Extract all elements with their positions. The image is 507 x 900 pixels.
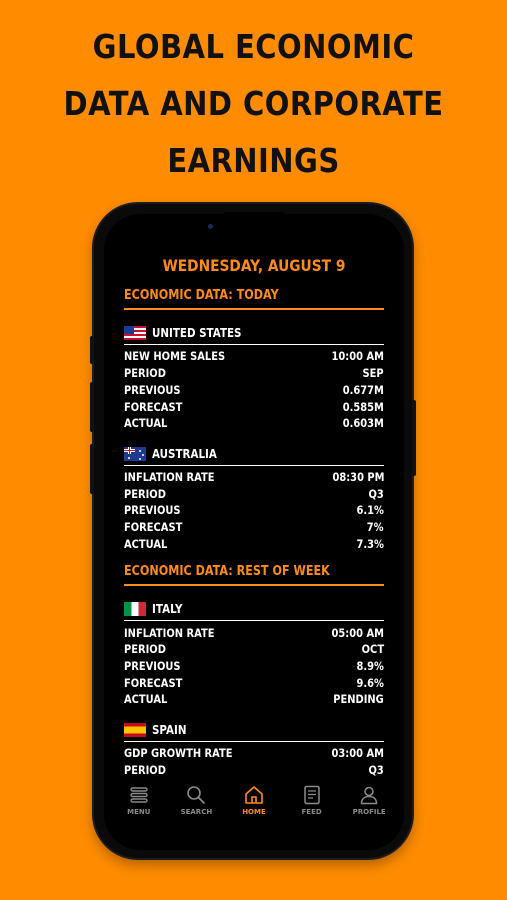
tab-label: FEED: [301, 808, 322, 816]
data-row: [124, 381, 384, 398]
data-row[interactable]: [124, 744, 384, 761]
promo-headline: [30, 18, 476, 189]
row-value: 05:00 AM: [331, 625, 384, 640]
row-label: FORECAST: [124, 675, 183, 690]
data-row[interactable]: [124, 468, 384, 485]
row-label: ACTUAL: [124, 415, 168, 430]
row-value: 7%: [367, 519, 384, 534]
row-label: INFLATION RATE: [124, 469, 215, 484]
data-row: [124, 364, 384, 381]
data-row[interactable]: [124, 347, 384, 364]
row-label: ACTUAL: [124, 536, 168, 551]
phone-notch: [224, 212, 284, 230]
row-label: PREVIOUS: [124, 382, 181, 397]
row-label: NEW HOME SALES: [124, 348, 226, 363]
row-value: 08:30 PM: [331, 469, 384, 484]
row-label: FORECAST: [124, 399, 183, 414]
data-row: [124, 398, 384, 415]
home-icon: [243, 784, 265, 806]
row-label: FORECAST: [124, 519, 183, 534]
data-row: [124, 501, 384, 518]
tab-label: MENU: [127, 808, 151, 816]
country-divider: [124, 465, 384, 466]
tab-home[interactable]: [226, 780, 282, 850]
data-row: [124, 690, 384, 707]
headline-line-3: EARNINGS: [167, 141, 340, 180]
phone-volume-up: [90, 382, 94, 432]
profile-icon: [358, 784, 380, 806]
headline-line-1: GLOBAL ECONOMIC: [92, 27, 415, 66]
row-label: INFLATION RATE: [124, 625, 215, 640]
country-divider: [124, 344, 384, 345]
row-label: PERIOD: [124, 365, 166, 380]
tab-profile[interactable]: [341, 780, 397, 850]
data-row: [124, 657, 384, 674]
tab-feed[interactable]: [284, 780, 340, 850]
australia-flag-icon: [124, 447, 146, 461]
country-name: UNITED STATES: [152, 326, 242, 340]
country-name: ITALY: [152, 602, 183, 616]
data-row: [124, 535, 384, 552]
row-label: PERIOD: [124, 641, 166, 656]
tab-menu[interactable]: [111, 780, 167, 850]
row-value: OCT: [361, 641, 384, 656]
row-label: PREVIOUS: [124, 502, 181, 517]
country-header-us[interactable]: [124, 324, 384, 342]
row-value: PENDING: [333, 691, 384, 706]
data-row: [124, 640, 384, 657]
row-value: 03:00 AM: [331, 745, 384, 760]
row-value: 6.1%: [356, 502, 384, 517]
row-label: PREVIOUS: [124, 658, 181, 673]
country-header-australia[interactable]: [124, 445, 384, 463]
search-icon: [185, 784, 207, 806]
country-header-italy[interactable]: [124, 600, 384, 618]
italy-flag-icon: [124, 602, 146, 616]
us-flag-icon: [124, 326, 146, 340]
app-screen: [104, 214, 404, 850]
row-value: 8.9%: [356, 658, 384, 673]
country-name: SPAIN: [152, 723, 187, 737]
row-value: Q3: [368, 762, 384, 777]
section-rest-title: ECONOMIC DATA: REST OF WEEK: [124, 564, 330, 579]
data-row[interactable]: [124, 624, 384, 641]
section-divider: [124, 308, 384, 310]
data-row: [124, 761, 384, 778]
row-value: 10:00 AM: [331, 348, 384, 363]
bottom-tab-bar: [104, 780, 404, 850]
row-value: 0.585M: [342, 399, 384, 414]
country-divider: [124, 620, 384, 621]
menu-icon: [128, 784, 150, 806]
row-label: ACTUAL: [124, 691, 168, 706]
country-header-spain[interactable]: [124, 721, 384, 739]
tab-label: SEARCH: [180, 808, 213, 816]
headline-line-2: DATA AND CORPORATE: [63, 84, 444, 123]
tab-search[interactable]: [168, 780, 224, 850]
data-row: [124, 485, 384, 502]
row-value: SEP: [362, 365, 384, 380]
tab-label: PROFILE: [352, 808, 386, 816]
row-label: PERIOD: [124, 762, 166, 777]
data-row: [124, 518, 384, 535]
row-label: GDP GROWTH RATE: [124, 745, 233, 760]
tab-label: HOME: [242, 808, 266, 816]
country-divider: [124, 741, 384, 742]
data-row: [124, 674, 384, 691]
phone-power-button: [412, 400, 416, 476]
section-divider: [124, 584, 384, 586]
row-value: 0.677M: [342, 382, 384, 397]
front-camera: [208, 224, 213, 229]
row-label: PERIOD: [124, 486, 166, 501]
spain-flag-icon: [124, 723, 146, 737]
phone-volume-down: [90, 444, 94, 494]
feed-icon: [301, 784, 323, 806]
row-value: 7.3%: [356, 536, 384, 551]
row-value: Q3: [368, 486, 384, 501]
phone-silent-switch: [90, 336, 94, 364]
row-value: 9.6%: [356, 675, 384, 690]
date-header: WEDNESDAY, AUGUST 9: [162, 256, 346, 275]
section-today-title: ECONOMIC DATA: TODAY: [124, 288, 279, 303]
country-name: AUSTRALIA: [152, 447, 217, 461]
data-row: [124, 414, 384, 431]
row-value: 0.603M: [342, 415, 384, 430]
